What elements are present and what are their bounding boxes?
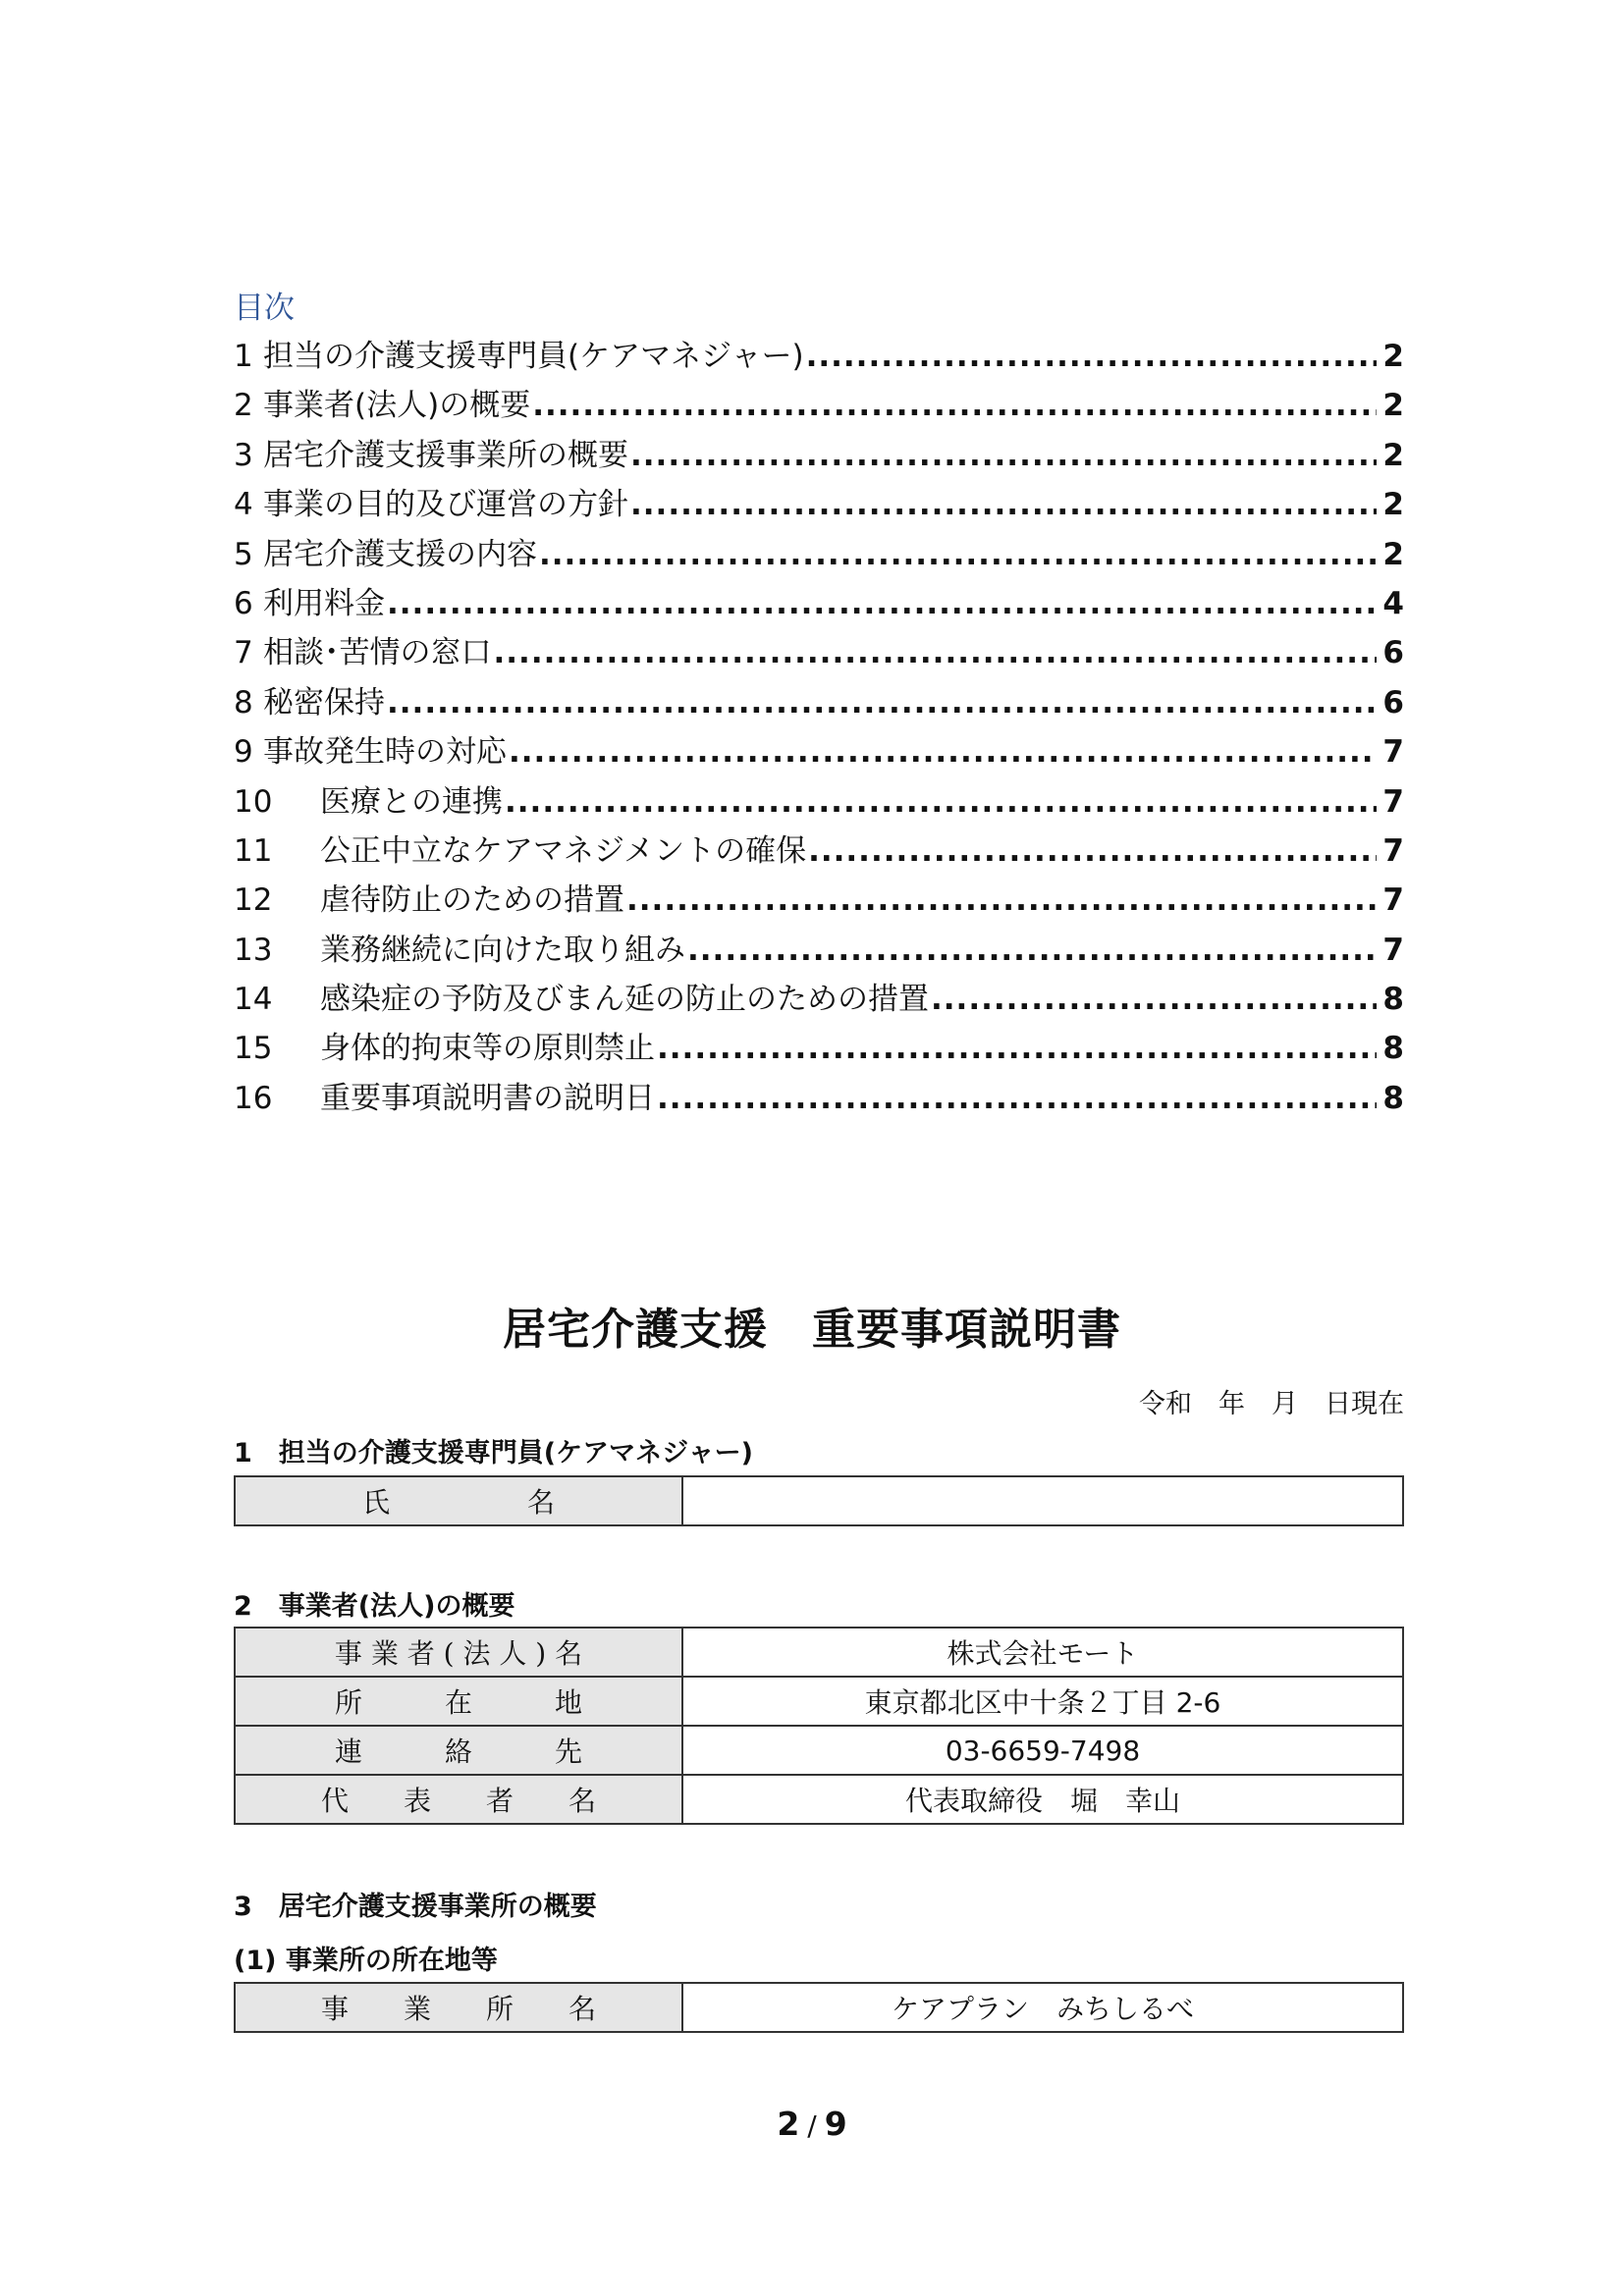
- toc-dot-leader: [626, 876, 1377, 925]
- toc-dot-leader: [539, 530, 1377, 579]
- toc-entry-label: 身体的拘束等の原則禁止: [320, 1031, 655, 1067]
- toc-title: 目次: [234, 291, 295, 326]
- toc-entry-number: 6: [234, 585, 253, 621]
- toc-entry-page: 6: [1382, 684, 1404, 721]
- table-row: [235, 1677, 1403, 1726]
- care-manager-name-field[interactable]: [682, 1476, 1403, 1525]
- toc-entry[interactable]: [234, 1074, 1404, 1123]
- toc-entry-number: 11: [234, 832, 273, 869]
- office-info-table: [234, 1982, 1404, 2033]
- toc-entry-page: 7: [1382, 882, 1404, 919]
- toc-dot-leader: [931, 975, 1377, 1024]
- toc-entry[interactable]: [234, 876, 1404, 925]
- toc-entry-label: 医療との連携: [320, 783, 503, 820]
- section-3-heading: 3 居宅介護支援事業所の概要: [234, 1892, 597, 1922]
- toc-entry-page: 2: [1382, 536, 1404, 572]
- row-label: 連 絡 先: [235, 1726, 682, 1775]
- table-of-contents: [234, 287, 1404, 1123]
- toc-entry[interactable]: [234, 628, 1404, 677]
- toc-entry-label: 担当の介護支援専門員(ケアマネジャー): [263, 339, 804, 374]
- toc-entry[interactable]: [234, 381, 1404, 430]
- toc-dot-leader: [630, 431, 1377, 480]
- document-title: 居宅介護支援 重要事項説明書: [503, 1305, 1121, 1355]
- toc-entry-number: 12: [234, 882, 273, 919]
- toc-dot-leader: [687, 926, 1377, 975]
- toc-entry-page: 2: [1382, 437, 1404, 473]
- row-label: 事 業 者 ( 法 人 ) 名: [235, 1628, 682, 1677]
- row-value: 東京都北区中十条２丁目 2-6: [682, 1677, 1403, 1726]
- row-value: 株式会社モート: [682, 1628, 1403, 1677]
- page-number: [0, 2105, 1624, 2143]
- toc-entry-number: 13: [234, 932, 273, 968]
- toc-entry-number: 2: [234, 388, 253, 424]
- toc-entry-label: 相談･苦情の窓口: [263, 635, 492, 671]
- toc-entry-number: 14: [234, 982, 273, 1018]
- toc-entry-page: 8: [1382, 982, 1404, 1018]
- current-page: 2: [777, 2105, 800, 2143]
- toc-dot-leader: [505, 777, 1377, 827]
- row-label: 氏 名: [235, 1476, 682, 1525]
- toc-dot-leader: [808, 827, 1377, 876]
- toc-entry-label: 公正中立なケアマネジメントの確保: [320, 832, 807, 869]
- toc-dot-leader: [657, 1074, 1377, 1123]
- table-row: [235, 1476, 1403, 1525]
- toc-entry-page: 7: [1382, 734, 1404, 771]
- toc-entry[interactable]: [234, 579, 1404, 628]
- toc-entry-number: 4: [234, 487, 253, 523]
- toc-entry[interactable]: [234, 777, 1404, 827]
- row-value: 代表取締役 堀 幸山: [682, 1775, 1403, 1824]
- row-label: 所 在 地: [235, 1677, 682, 1726]
- toc-dot-leader: [387, 678, 1377, 727]
- toc-dot-leader: [494, 628, 1378, 677]
- toc-entry-number: 8: [234, 684, 253, 721]
- toc-entry-page: 8: [1382, 1031, 1404, 1067]
- toc-entry-label: 利用料金: [263, 585, 385, 621]
- toc-entry-label: 居宅介護支援事業所の概要: [263, 437, 628, 473]
- toc-entry-page: 7: [1382, 932, 1404, 968]
- toc-entry[interactable]: [234, 480, 1404, 529]
- toc-entry-page: 7: [1382, 783, 1404, 820]
- toc-entry-label: 業務継続に向けた取り組み: [320, 932, 685, 968]
- toc-entry-page: 2: [1382, 487, 1404, 523]
- toc-entry-number: 7: [234, 635, 253, 671]
- toc-entry-label: 秘密保持: [263, 684, 385, 721]
- toc-entry[interactable]: [234, 678, 1404, 727]
- page-separator: /: [807, 2109, 817, 2142]
- toc-entry-number: 15: [234, 1031, 273, 1067]
- row-label: 代 表 者 名: [235, 1775, 682, 1824]
- table-row: [235, 1983, 1403, 2032]
- section-3-subheading: (1) 事業所の所在地等: [234, 1946, 498, 1976]
- toc-entry[interactable]: [234, 975, 1404, 1024]
- total-pages: 9: [824, 2105, 847, 2143]
- toc-entry-number: 9: [234, 734, 253, 771]
- toc-entry-label: 事業者(法人)の概要: [263, 388, 531, 424]
- table-row: [235, 1628, 1403, 1677]
- row-value: ケアプラン みちしるべ: [682, 1983, 1403, 2032]
- toc-entry-number: 10: [234, 783, 273, 820]
- section-2-heading: 2 事業者(法人)の概要: [234, 1591, 515, 1622]
- toc-entry-page: 4: [1382, 585, 1404, 621]
- toc-entry[interactable]: [234, 727, 1404, 776]
- toc-entry-number: 3: [234, 437, 253, 473]
- toc-entry[interactable]: [234, 530, 1404, 579]
- toc-entry-page: 8: [1382, 1080, 1404, 1116]
- toc-entry[interactable]: [234, 926, 1404, 975]
- table-row: [235, 1726, 1403, 1775]
- toc-entry-page: 2: [1382, 388, 1404, 424]
- toc-entry-label: 感染症の予防及びまん延の防止のための措置: [320, 982, 929, 1018]
- section-1-heading: 1 担当の介護支援専門員(ケアマネジャー): [234, 1438, 753, 1468]
- toc-entry-label: 虐待防止のための措置: [320, 882, 624, 919]
- corporation-overview-table: [234, 1627, 1404, 1825]
- toc-entry-number: 16: [234, 1080, 273, 1116]
- toc-entry-label: 事業の目的及び運営の方針: [263, 487, 628, 523]
- toc-entry[interactable]: [234, 332, 1404, 381]
- row-value: 03-6659-7498: [682, 1726, 1403, 1775]
- care-manager-table: [234, 1475, 1404, 1526]
- table-row: [235, 1775, 1403, 1824]
- row-label: 事 業 所 名: [235, 1983, 682, 2032]
- as-of-date: 令和 年 月 日現在: [1139, 1389, 1404, 1419]
- toc-dot-leader: [657, 1024, 1377, 1073]
- toc-entry-label: 居宅介護支援の内容: [263, 536, 537, 572]
- toc-dot-leader: [806, 332, 1377, 381]
- toc-entry[interactable]: [234, 1024, 1404, 1073]
- toc-entry-page: 7: [1382, 832, 1404, 869]
- toc-dot-leader: [630, 480, 1377, 529]
- toc-dot-leader: [509, 727, 1377, 776]
- toc-dot-leader: [387, 579, 1377, 628]
- toc-entry[interactable]: [234, 431, 1404, 480]
- toc-entry-number: 5: [234, 536, 253, 572]
- toc-entry-page: 2: [1382, 339, 1404, 374]
- toc-entry-page: 6: [1382, 635, 1404, 671]
- toc-entry-label: 重要事項説明書の説明日: [320, 1080, 655, 1116]
- toc-entry[interactable]: [234, 827, 1404, 876]
- toc-dot-leader: [532, 381, 1377, 430]
- toc-entry-number: 1: [234, 339, 253, 374]
- toc-entry-label: 事故発生時の対応: [263, 734, 507, 771]
